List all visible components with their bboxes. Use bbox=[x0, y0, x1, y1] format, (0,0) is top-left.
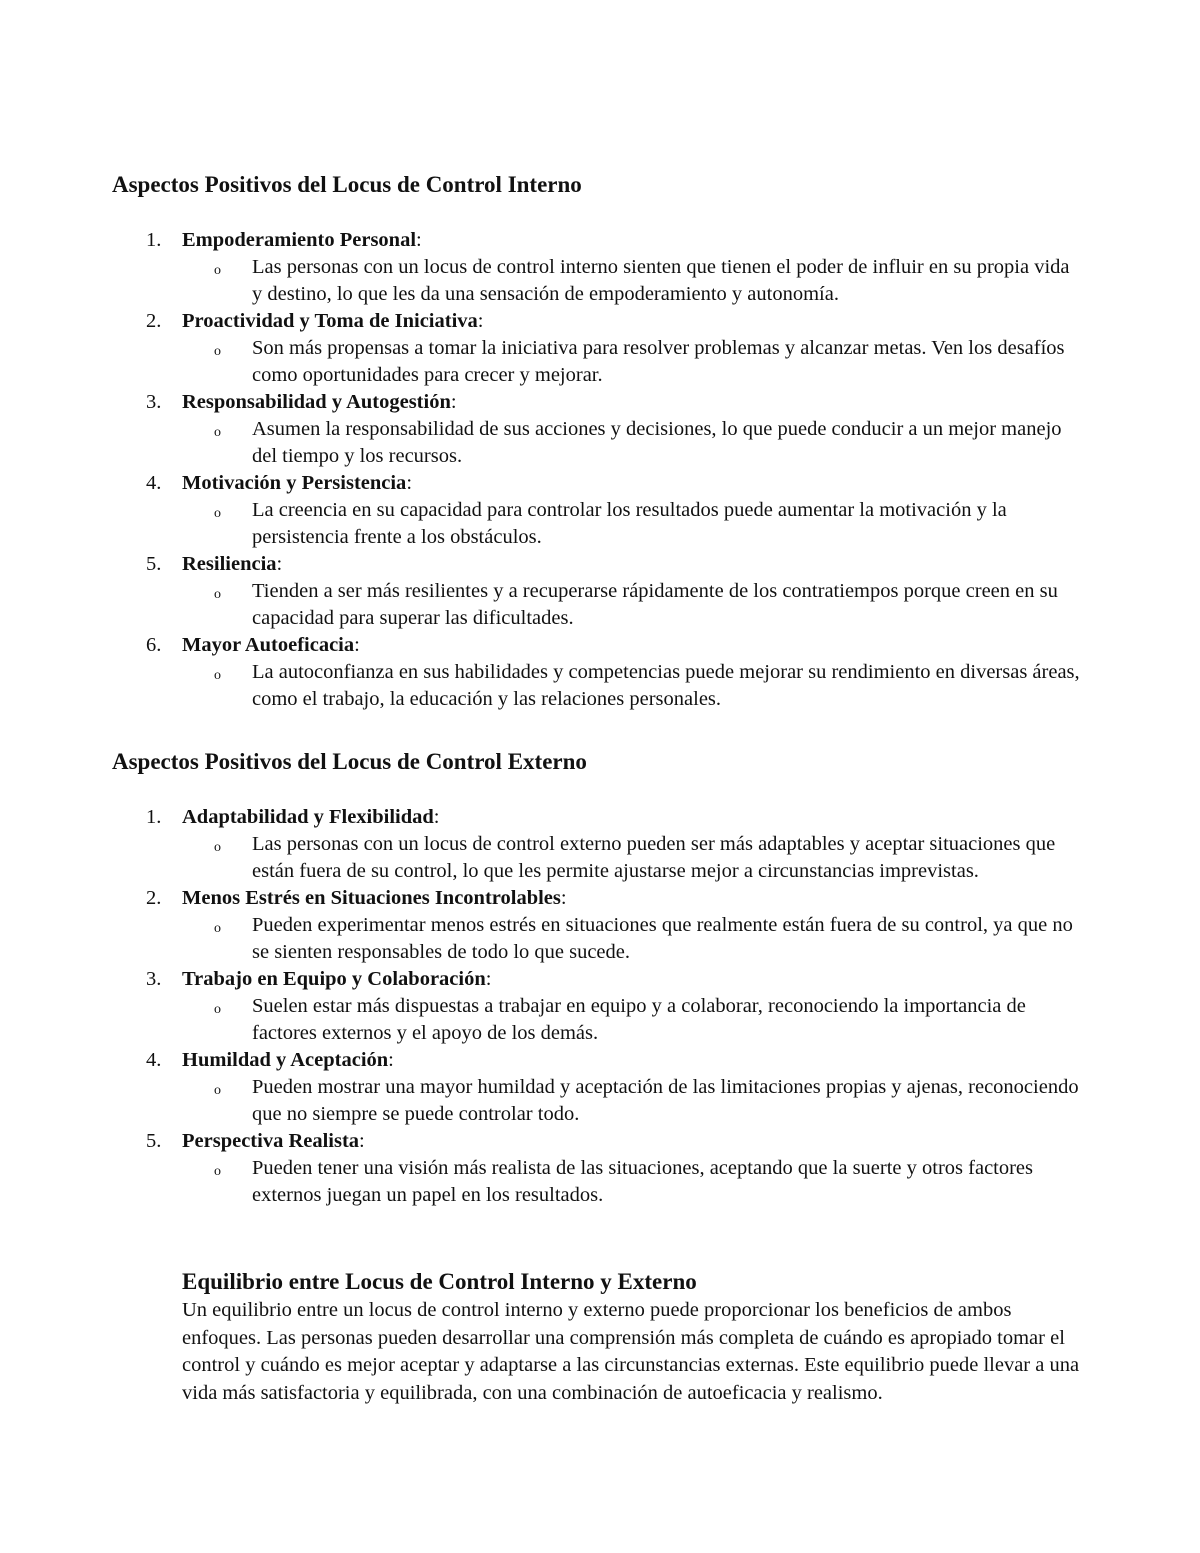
sub-item bbox=[180, 335, 1102, 389]
item-colon: : bbox=[276, 553, 283, 575]
list-item bbox=[112, 389, 1102, 470]
item-number: 5. bbox=[146, 1130, 162, 1152]
balance-section bbox=[182, 1267, 1092, 1407]
external-aspects-list bbox=[112, 804, 1102, 1209]
sub-item-text: La creencia en su capacidad para controlar los resultados puede aumentar la motivación y la persistencia frente a los obstáculos. bbox=[252, 499, 1007, 548]
sub-item bbox=[180, 1155, 1102, 1209]
item-title: Trabajo en Equipo y Colaboración bbox=[182, 968, 486, 990]
sub-item bbox=[180, 993, 1102, 1047]
sub-item bbox=[180, 578, 1102, 632]
list-item bbox=[112, 966, 1102, 1047]
balance-paragraph: Un equilibrio entre un locus de control interno y externo puede proporcionar los beneficios de ambos enfoques. Las personas pueden desarrollar una comprensión más completa de cuándo es apropiado tomar el control y cuándo es mejor aceptar y adaptarse a las circunstancias externas. Este equilibrio puede llevar a una vida más satisfactoria y equilibrada, con una combinación de autoeficacia y realismo. bbox=[182, 1299, 1080, 1404]
item-number: 4. bbox=[146, 472, 162, 494]
sub-item bbox=[180, 416, 1102, 470]
list-item bbox=[112, 632, 1102, 713]
list-item bbox=[112, 885, 1102, 966]
sub-item bbox=[180, 912, 1102, 966]
sub-bullet: o bbox=[214, 840, 221, 855]
sub-bullet: o bbox=[214, 1083, 221, 1098]
sub-bullet: o bbox=[214, 1164, 221, 1179]
sub-bullet: o bbox=[214, 921, 221, 936]
item-colon: : bbox=[433, 806, 440, 828]
list-item bbox=[112, 1047, 1102, 1128]
item-title: Menos Estrés en Situaciones Incontrolables bbox=[182, 887, 561, 909]
item-title: Responsabilidad y Autogestión bbox=[182, 391, 451, 413]
sub-bullet: o bbox=[214, 506, 221, 521]
sub-bullet: o bbox=[214, 425, 221, 440]
sub-item-text: Tienden a ser más resilientes y a recuperarse rápidamente de los contratiempos porque creen en su capacidad para superar las dificultades. bbox=[252, 580, 1058, 629]
item-title: Humildad y Aceptación bbox=[182, 1049, 389, 1071]
sub-item bbox=[180, 659, 1102, 713]
sub-item-text: Son más propensas a tomar la iniciativa para resolver problemas y alcanzar metas. Ven los desafíos como oportunidades para crecer y mejorar. bbox=[252, 337, 1065, 386]
list-item bbox=[112, 227, 1102, 308]
item-title: Empoderamiento Personal bbox=[182, 229, 417, 251]
sub-item bbox=[180, 1074, 1102, 1128]
item-colon: : bbox=[560, 887, 567, 909]
item-title: Proactividad y Toma de Iniciativa bbox=[182, 310, 478, 332]
item-title: Mayor Autoeficacia bbox=[182, 634, 355, 656]
section-heading-internal: Aspectos Positivos del Locus de Control Interno bbox=[112, 172, 582, 197]
sub-bullet: o bbox=[214, 668, 221, 683]
section-heading-external: Aspectos Positivos del Locus de Control Externo bbox=[112, 749, 587, 774]
sub-item bbox=[180, 497, 1102, 551]
item-colon: : bbox=[450, 391, 457, 413]
list-item bbox=[112, 804, 1102, 885]
sub-bullet: o bbox=[214, 263, 221, 278]
item-colon: : bbox=[359, 1130, 365, 1152]
item-number: 3. bbox=[146, 391, 162, 413]
sub-item-text: Pueden mostrar una mayor humildad y aceptación de las limitaciones propias y ajenas, reconociendo que no siempre se puede controlar todo. bbox=[252, 1076, 1079, 1125]
item-colon: : bbox=[416, 229, 422, 251]
sub-item-text: Pueden experimentar menos estrés en situaciones que realmente están fuera de su control, ya que no se sienten responsables de todo lo que sucede. bbox=[252, 914, 1073, 963]
sub-item-text: La autoconfianza en sus habilidades y competencias puede mejorar su rendimiento en diversas áreas, como el trabajo, la educación y las relaciones personales. bbox=[252, 661, 1080, 710]
item-title: Adaptabilidad y Flexibilidad bbox=[182, 806, 434, 828]
list-item bbox=[112, 470, 1102, 551]
item-title: Resiliencia bbox=[182, 553, 277, 575]
item-colon: : bbox=[354, 634, 360, 656]
item-number: 2. bbox=[146, 310, 162, 332]
item-number: 1. bbox=[146, 806, 162, 828]
item-number: 2. bbox=[146, 887, 162, 909]
item-number: 4. bbox=[146, 1049, 162, 1071]
sub-item-text: Pueden tener una visión más realista de las situaciones, aceptando que la suerte y otros factores externos juegan un papel en los resultados. bbox=[252, 1157, 1034, 1206]
sub-item bbox=[180, 831, 1102, 885]
internal-aspects-list bbox=[112, 227, 1102, 713]
item-colon: : bbox=[477, 310, 484, 332]
list-item bbox=[112, 1128, 1102, 1209]
item-title: Perspectiva Realista bbox=[182, 1130, 360, 1152]
sub-bullet: o bbox=[214, 587, 221, 602]
item-colon: : bbox=[406, 472, 413, 494]
sub-item-text: Suelen estar más dispuestas a trabajar en equipo y a colaborar, reconociendo la importancia de factores externos y el apoyo de los demás. bbox=[252, 995, 1026, 1044]
item-number: 1. bbox=[146, 229, 162, 251]
balance-heading: Equilibrio entre Locus de Control Interno y Externo bbox=[182, 1269, 697, 1294]
sub-item-text: Asumen la responsabilidad de sus acciones y decisiones, lo que puede conducir a un mejor manejo del tiempo y los recursos. bbox=[252, 418, 1062, 467]
sub-bullet: o bbox=[214, 1002, 221, 1017]
item-number: 3. bbox=[146, 968, 162, 990]
sub-item bbox=[180, 254, 1102, 308]
item-colon: : bbox=[485, 968, 492, 990]
item-title: Motivación y Persistencia bbox=[182, 472, 407, 494]
sub-item-text: Las personas con un locus de control interno sienten que tienen el poder de influir en su propia vida y destino, lo que les da una sensación de empoderamiento y autonomía. bbox=[252, 256, 1070, 305]
list-item bbox=[112, 551, 1102, 632]
list-item bbox=[112, 308, 1102, 389]
item-number: 6. bbox=[146, 634, 162, 656]
sub-item-text: Las personas con un locus de control externo pueden ser más adaptables y aceptar situaciones que están fuera de su control, lo que les permite ajustarse mejor a circunstancias imprevistas. bbox=[252, 833, 1056, 882]
item-number: 5. bbox=[146, 553, 162, 575]
sub-bullet: o bbox=[214, 344, 221, 359]
item-colon: : bbox=[388, 1049, 394, 1071]
